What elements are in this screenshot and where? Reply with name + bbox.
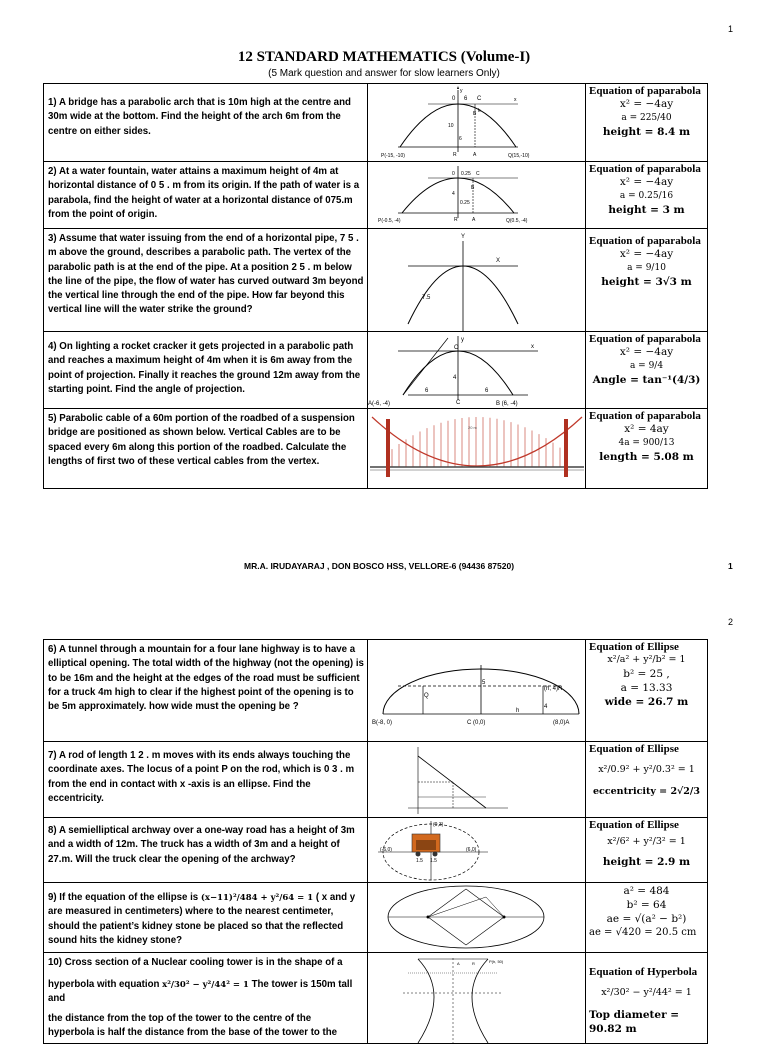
footer-page-number: 1 [728,561,733,571]
svg-text:(6,0): (6,0) [466,847,477,853]
svg-text:A(-6, -4): A(-6, -4) [368,401,391,407]
question-text: 2) At a water fountain, water attains a maximum height of 4m at horizontal distance of 0 5 . m from its origin. If the path of water is a parabola, find the height of water at a horizontal distance of 075.m from the point of origin. [44,162,368,229]
question-row [44,640,708,742]
svg-text:1.5: 1.5 [416,858,423,864]
question-text: 9) If the equation of the ellipse is (x−11)²/484 + y²/64 = 1 ( x and y are measured in centimeters) where to the nearest centimeter, should the patient’s kidney stone be placed so that the reflected sound hits the kidney stone? [44,883,368,953]
figure-suspension-bridge [368,409,586,489]
label-p: P(-15, -10) [381,153,405,159]
answer-cell: Equation of paparabola x² = −4ay a = 9/10 height = 3√3 m [586,229,708,332]
svg-text:k: k [478,108,481,114]
answer-cell: Equation of Ellipse x²/6² + y²/3² = 1 height = 2.9 m [586,818,708,883]
figure-rocket-path [368,332,586,409]
svg-text:4: 4 [452,191,455,197]
svg-text:0.25: 0.25 [460,200,470,206]
figure-hyperbola-tower [368,953,586,1044]
page-number-2: 2 [728,617,734,627]
svg-text:R: R [472,961,475,966]
answer-heading: Equation of paparabola [589,85,701,97]
svg-text:C: C [456,400,461,406]
svg-text:X: X [496,258,501,264]
answer-cell [586,84,708,162]
svg-text:4: 4 [453,375,457,381]
svg-text:4: 4 [544,704,548,710]
svg-text:y: y [461,337,464,343]
svg-text:(8,0)A: (8,0)A [553,720,570,726]
page-title: 12 STANDARD MATHEMATICS (Volume-I) [237,49,531,65]
question-row [44,953,708,1044]
question-text: 5) Parabolic cable of a 60m portion of the roadbed of a suspension bridge are positioned as shown below. Vertical Cables are to be spaced every 6m along this portion of the roadbed. Calculate the lengths of first two of these vertical cables from the vertex. [44,409,368,489]
svg-text:6: 6 [425,388,429,394]
svg-text:P(h, 50): P(h, 50) [489,959,504,964]
svg-text:C: C [477,96,482,102]
svg-text:6: 6 [485,388,489,394]
svg-text:B: B [471,185,475,191]
figure-kidney-ellipse [368,883,586,953]
svg-text:0: 0 [452,171,455,177]
answer-cell: Equation of Hyperbola x²/30² − y²/44² = 1 Top diameter = 90.82 m [586,953,708,1044]
answer-cell: a² = 484 b² = 64 ae = √(a² − b²) ae = √420 = 20.5 cm [586,883,708,953]
answer-cell: Equation of paparabola x² = 4ay 4a = 900/13 length = 5.08 m [586,409,708,489]
question-row [44,409,708,489]
svg-text:C (0,0): C (0,0) [467,720,486,726]
figure-rod-locus [368,742,586,818]
svg-text:x: x [531,344,534,350]
answer-cell: Equation of paparabola x² = −4ay a = 9/4 Angle = tan⁻¹(4/3) [586,332,708,409]
svg-text:Y: Y [461,234,466,240]
svg-text:y: y [460,88,463,94]
svg-text:(h, 4)R: (h, 4)R [544,686,563,692]
svg-text:B (6, -4): B (6, -4) [496,401,518,407]
svg-text:B(-8, 0): B(-8, 0) [372,720,393,726]
svg-text:7.5: 7.5 [422,295,431,301]
question-row [44,742,708,818]
svg-text:A: A [457,961,460,966]
question-text: 4) On lighting a rocket cracker it gets projected in a parabolic path and reaches a maximum height of 4m when it is 6m away from the point of projection. Finally it reaches the ground 12m away from the starting point. Find the angle of projection. [44,332,368,409]
figure-water-fountain [368,162,586,229]
page-number: 1 [728,24,734,34]
question-row [44,162,708,229]
svg-text:1.5: 1.5 [430,858,437,864]
answer-cell: Equation of Ellipse x²/0.9² + y²/0.3² = 1 eccentricity = 2√2/3 [586,742,708,818]
svg-text:6: 6 [459,136,462,142]
svg-text:O: O [454,345,459,351]
svg-text:20 m: 20 m [468,425,477,430]
q9-formula: (x−11)²/484 + y²/64 = 1 [200,893,314,903]
page-subtitle: (5 Mark question and answer for slow learners Only) [268,68,500,79]
question-table-2 [43,639,708,1044]
svg-text:R: R [454,217,458,223]
figure-semi-ellipse-archway [368,818,586,883]
svg-text:(-6,0): (-6,0) [380,847,392,853]
question-row [44,229,708,332]
figure-elliptical-tunnel [368,640,586,742]
label-q: Q(15,-10) [508,153,530,159]
svg-text:10: 10 [448,123,454,129]
question-text: 1) A bridge has a parabolic arch that is 10m high at the centre and 30m wide at the bottom. Find the height of the arch 6m from the centre on either sides. [44,84,368,162]
question-text: 6) A tunnel through a mountain for a four lane highway is to have a elliptical opening. The total width of the highway (not the opening) is to be 16m and the height at the edges of the road must be sufficient for a truck 4m high to clear if the highest point of the opening is to be 5m approximately. how wide must the opening be ? [44,640,368,742]
answer-equation: x² = −4ay [619,98,674,110]
footer-author: MR.A. IRUDAYARAJ , DON BOSCO HSS, VELLORE-6 (94436 87520) [244,561,515,571]
question-text: 10) Cross section of a Nuclear cooling tower is in the shape of a hyperbola with equation x²/30² − y²/44² = 1 The tower is 150m tall and the distance from the top of the tower to the centre of the hyperbola is half the distance from the base of the tower to the [44,953,368,1044]
answer-result: height = 8.4 m [602,126,691,138]
svg-text:6: 6 [464,96,468,102]
svg-text:C: C [476,171,480,177]
svg-text:Q: Q [424,693,429,699]
question-row [44,818,708,883]
question-table-1 [43,83,708,489]
svg-text:0: 0 [452,96,456,102]
question-row [44,332,708,409]
svg-text:A: A [472,217,476,223]
svg-text:B: B [473,111,477,117]
svg-text:Q(0.5, -4): Q(0.5, -4) [506,218,528,224]
question-text: 7) A rod of length 1 2 . m moves with its ends always touching the coordinate axes. The locus of a point P on the rod, which is 0 3 . m from the end in contact with x -axis is an ellipse. Find the eccentricity. [44,742,368,818]
figure-water-pipe [368,229,586,332]
svg-text:P(-0.5, -4): P(-0.5, -4) [378,218,401,224]
svg-text:R: R [453,152,457,158]
svg-text:A: A [473,152,477,158]
answer-cell: Equation of Ellipse x²/a² + y²/b² = 1 b² = 25 , a = 13.33 wide = 26.7 m [586,640,708,742]
answer-cell: Equation of paparabola x² = −4ay a = 0.25/16 height = 3 m [586,162,708,229]
figure-parabolic-bridge [368,84,586,162]
svg-text:0.25: 0.25 [461,171,471,177]
answer-a-value: a = 225/40 [621,113,672,123]
svg-text:(0,3): (0,3) [433,822,444,828]
svg-text:h: h [516,708,520,714]
question-row [44,883,708,953]
question-text: 3) Assume that water issuing from the end of a horizontal pipe, 7 5 . m above the ground, describes a parabolic path. The vertex of the parabolic path is at the end of the pipe. At a position 2 5 . m below the line of the pipe, the flow of water has curved outward 3m beyond the vertical line through the end of the pipe. How far beyond this vertical line will the water strike the ground? [44,229,368,332]
question-text: 8) A semielliptical archway over a one-way road has a height of 3m and a width of 12m. The truck has a width of 3m and a height of 27.m. Will the truck clear the opening of the archway? [44,818,368,883]
svg-text:5: 5 [482,680,486,686]
svg-text:x: x [514,97,517,103]
question-row [44,84,708,162]
